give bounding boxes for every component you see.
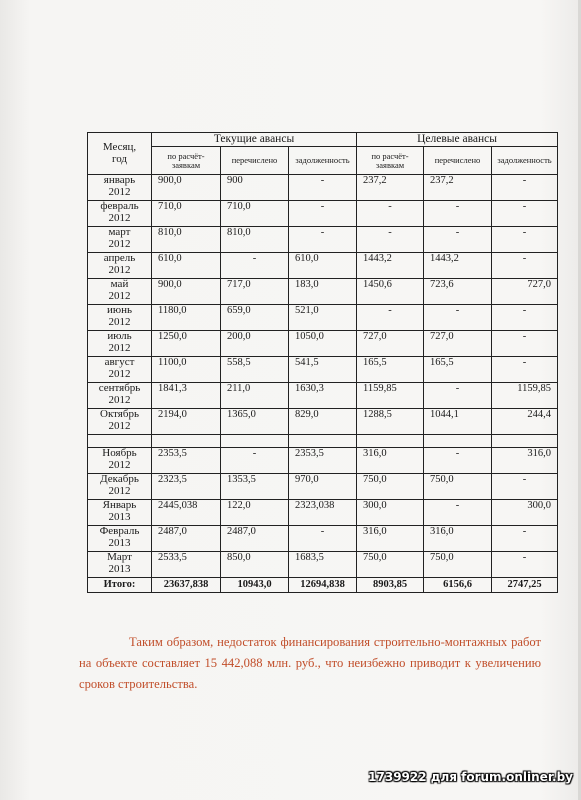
table-row	[88, 227, 558, 253]
value-cell: 900	[221, 175, 289, 201]
total-cell: 10943,0	[221, 578, 289, 593]
spacer-cell	[289, 435, 357, 448]
value-cell: 850,0	[221, 552, 289, 578]
table-row	[88, 331, 558, 357]
value-cell: 1050,0	[289, 331, 357, 357]
value-cell: 2323,5	[152, 474, 221, 500]
value-cell: -	[492, 474, 558, 500]
value-cell: 1159,85	[357, 383, 424, 409]
table-row	[88, 383, 558, 409]
total-cell: 6156,6	[424, 578, 492, 593]
total-row	[88, 578, 558, 593]
value-cell: -	[221, 253, 289, 279]
value-cell: 2487,0	[221, 526, 289, 552]
header-sub: задолженность	[492, 147, 558, 175]
month-cell: Январь 2013	[88, 500, 152, 526]
spacer-row	[88, 435, 558, 448]
month-cell: Февраль 2013	[88, 526, 152, 552]
value-cell: 610,0	[152, 253, 221, 279]
header-sub: по расчёт- заявкам	[152, 147, 221, 175]
value-cell: -	[357, 305, 424, 331]
value-cell: 610,0	[289, 253, 357, 279]
value-cell: 316,0	[357, 448, 424, 474]
value-cell: 750,0	[357, 552, 424, 578]
value-cell: 1443,2	[424, 253, 492, 279]
table-row	[88, 305, 558, 331]
value-cell: 165,5	[357, 357, 424, 383]
month-cell: февраль 2012	[88, 201, 152, 227]
value-cell: 900,0	[152, 279, 221, 305]
value-cell: 1288,5	[357, 409, 424, 435]
value-cell: -	[424, 383, 492, 409]
value-cell: 1180,0	[152, 305, 221, 331]
spacer-cell	[88, 435, 152, 448]
value-cell: 2445,038	[152, 500, 221, 526]
value-cell: -	[424, 201, 492, 227]
value-cell: -	[424, 227, 492, 253]
value-cell: 727,0	[424, 331, 492, 357]
value-cell: -	[289, 201, 357, 227]
value-cell: -	[357, 201, 424, 227]
header-sub: по расчёт- заявкам	[357, 147, 424, 175]
table-row	[88, 500, 558, 526]
month-cell: август 2012	[88, 357, 152, 383]
month-cell: Ноябрь 2012	[88, 448, 152, 474]
value-cell: -	[492, 331, 558, 357]
value-cell: -	[289, 227, 357, 253]
value-cell: 211,0	[221, 383, 289, 409]
header-sub: перечислено	[424, 147, 492, 175]
forum-watermark: 1739922 для forum.onliner.by	[368, 770, 573, 784]
value-cell: 2487,0	[152, 526, 221, 552]
month-cell: июнь 2012	[88, 305, 152, 331]
spacer-cell	[424, 435, 492, 448]
value-cell: 2194,0	[152, 409, 221, 435]
header-sub: задолженность	[289, 147, 357, 175]
total-cell: 2747,25	[492, 578, 558, 593]
value-cell: 1683,5	[289, 552, 357, 578]
month-cell: Декабрь 2012	[88, 474, 152, 500]
table-row	[88, 474, 558, 500]
value-cell: 659,0	[221, 305, 289, 331]
value-cell: -	[492, 175, 558, 201]
value-cell: 2353,5	[289, 448, 357, 474]
month-cell: март 2012	[88, 227, 152, 253]
value-cell: -	[424, 448, 492, 474]
month-cell: май 2012	[88, 279, 152, 305]
value-cell: -	[289, 526, 357, 552]
value-cell: 750,0	[424, 552, 492, 578]
value-cell: 1100,0	[152, 357, 221, 383]
month-cell: июль 2012	[88, 331, 152, 357]
value-cell: 558,5	[221, 357, 289, 383]
value-cell: 717,0	[221, 279, 289, 305]
value-cell: 723,6	[424, 279, 492, 305]
month-cell: январь 2012	[88, 175, 152, 201]
table-row	[88, 357, 558, 383]
value-cell: 1044,1	[424, 409, 492, 435]
header-month	[88, 133, 152, 175]
table-row	[88, 526, 558, 552]
header-sub: перечислено	[221, 147, 289, 175]
value-cell: -	[424, 500, 492, 526]
value-cell: 727,0	[357, 331, 424, 357]
value-cell: -	[492, 357, 558, 383]
total-cell: 23637,838	[152, 578, 221, 593]
value-cell: 237,2	[424, 175, 492, 201]
month-cell: Октябрь 2012	[88, 409, 152, 435]
value-cell: -	[492, 253, 558, 279]
month-cell: сентябрь 2012	[88, 383, 152, 409]
spacer-cell	[492, 435, 558, 448]
total-cell: 8903,85	[357, 578, 424, 593]
value-cell: 829,0	[289, 409, 357, 435]
value-cell: 810,0	[152, 227, 221, 253]
value-cell: 2323,038	[289, 500, 357, 526]
value-cell: 541,5	[289, 357, 357, 383]
value-cell: 122,0	[221, 500, 289, 526]
table-row	[88, 552, 558, 578]
value-cell: -	[492, 552, 558, 578]
value-cell: 237,2	[357, 175, 424, 201]
value-cell: 1365,0	[221, 409, 289, 435]
value-cell: 900,0	[152, 175, 221, 201]
value-cell: 200,0	[221, 331, 289, 357]
value-cell: -	[492, 201, 558, 227]
spacer-cell	[221, 435, 289, 448]
value-cell: 1630,3	[289, 383, 357, 409]
value-cell: 710,0	[221, 201, 289, 227]
value-cell: 1159,85	[492, 383, 558, 409]
value-cell: 165,5	[424, 357, 492, 383]
header-target-advances: Целевые авансы	[357, 133, 558, 147]
conclusion-paragraph: Таким образом, недостаток финансирования строительно-монтажных работ на объекте составляет 15 442,088 млн. руб., что неизбежно приводит к увеличению сроков строительства.	[79, 635, 541, 691]
spacer-cell	[357, 435, 424, 448]
value-cell: -	[492, 526, 558, 552]
table-row	[88, 409, 558, 435]
value-cell: 1450,6	[357, 279, 424, 305]
value-cell: 750,0	[357, 474, 424, 500]
value-cell: 183,0	[289, 279, 357, 305]
value-cell: 244,4	[492, 409, 558, 435]
value-cell: 316,0	[357, 526, 424, 552]
value-cell: 521,0	[289, 305, 357, 331]
value-cell: 1841,3	[152, 383, 221, 409]
table-row	[88, 448, 558, 474]
value-cell: 316,0	[424, 526, 492, 552]
value-cell: 1250,0	[152, 331, 221, 357]
value-cell: 750,0	[424, 474, 492, 500]
total-label: Итого:	[88, 578, 152, 593]
table-body	[88, 175, 558, 593]
value-cell: 316,0	[492, 448, 558, 474]
table-row	[88, 279, 558, 305]
header-current-advances: Текущие авансы	[152, 133, 357, 147]
value-cell: 2353,5	[152, 448, 221, 474]
value-cell: 810,0	[221, 227, 289, 253]
value-cell: 970,0	[289, 474, 357, 500]
month-cell: Март 2013	[88, 552, 152, 578]
value-cell: -	[424, 305, 492, 331]
spacer-cell	[152, 435, 221, 448]
value-cell: 2533,5	[152, 552, 221, 578]
value-cell: -	[289, 175, 357, 201]
value-cell: 300,0	[492, 500, 558, 526]
value-cell: -	[357, 227, 424, 253]
table-row	[88, 201, 558, 227]
header-month-label: Месяц, год	[102, 140, 137, 165]
value-cell: 710,0	[152, 201, 221, 227]
value-cell: 1443,2	[357, 253, 424, 279]
advances-table	[87, 132, 558, 593]
value-cell: 300,0	[357, 500, 424, 526]
value-cell: 727,0	[492, 279, 558, 305]
value-cell: -	[492, 227, 558, 253]
value-cell: -	[492, 305, 558, 331]
value-cell: 1353,5	[221, 474, 289, 500]
table-row	[88, 253, 558, 279]
total-cell: 12694,838	[289, 578, 357, 593]
month-cell: апрель 2012	[88, 253, 152, 279]
table-row	[88, 175, 558, 201]
value-cell: -	[221, 448, 289, 474]
